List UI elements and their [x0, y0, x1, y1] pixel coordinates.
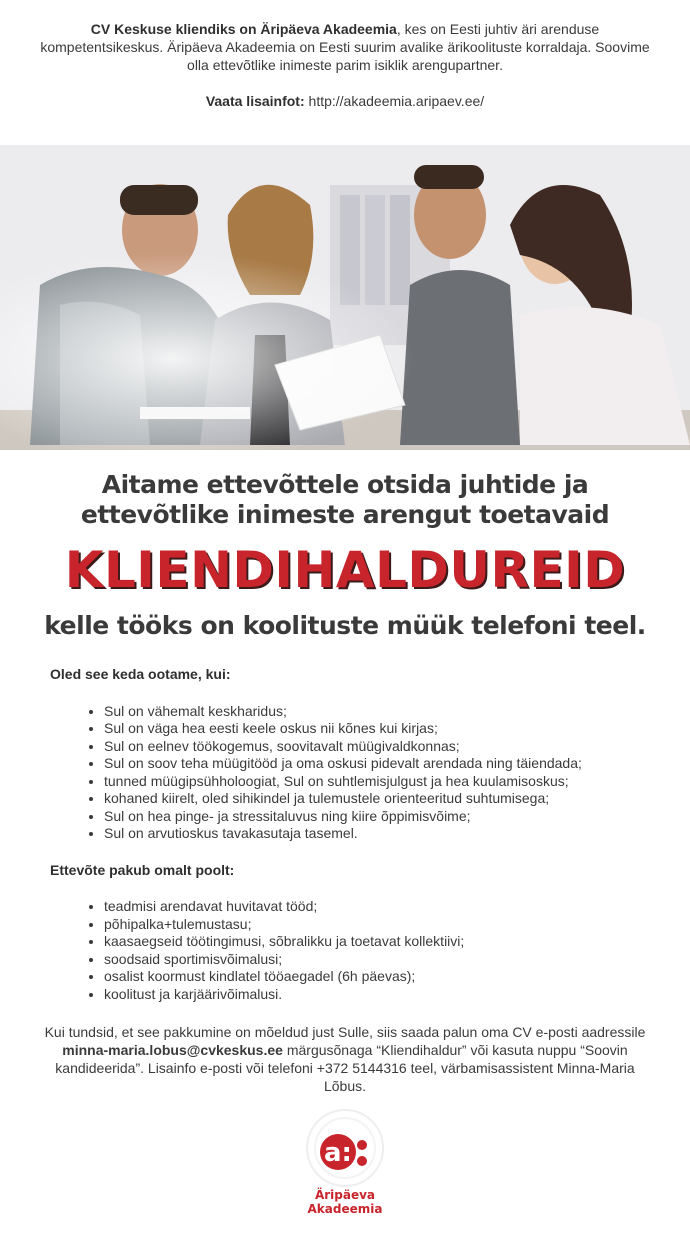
list-item: • Sul on eelnev töökogemus, soovitavalt müügivaldkonnas; — [104, 738, 650, 756]
headline-line-1: Aitame ettevõttele otsida juhtide ja — [101, 470, 589, 499]
contact-email[interactable]: minna-maria.lobus@cvkeskus.ee — [62, 1042, 283, 1058]
list-item: • koolitust ja karjäärivõimalusi. — [104, 986, 650, 1004]
requirements-list — [50, 703, 650, 843]
list-item: • teadmisi arendavat huvitavat tööd; — [104, 898, 650, 916]
position-title: KLIENDIHALDUREID — [64, 541, 626, 599]
list-item: • Sul on arvutioskus tavakasutaja tasemel. — [104, 825, 650, 843]
intro-company: CV Keskuse kliendiks on Äripäeva Akadeemia — [90, 21, 397, 37]
more-info-label: Vaata lisainfot: — [205, 93, 305, 109]
logo-mark-icon — [300, 1108, 390, 1188]
logo-glyph: a: — [324, 1138, 352, 1168]
position-subtitle: kelle tööks on koolituste müük telefoni teel. — [44, 611, 646, 640]
logo-line-2: Akadeemia — [307, 1202, 383, 1216]
list-item: • põhipalka+tulemustasu; — [104, 916, 650, 934]
intro-block — [0, 0, 690, 110]
closing-part-2: märgusõnaga “Kliendihaldur” või kasuta nuppu “Soovin kandideerida”. Lisainfo e-posti või telefoni +372 5144316 teel, värbamisassistent Minna-Maria Lõbus. — [55, 1042, 635, 1094]
logo-text — [270, 1188, 420, 1216]
list-item: • tunned müügipsühholoogiat, Sul on suhtlemisjulgust ja hea kuulamisoskus; — [104, 773, 650, 791]
list-item: • kaasaegseid töötingimusi, sõbralikku ja toetavat kollektiivi; — [104, 933, 650, 951]
offer-list — [50, 898, 650, 1003]
team-photo-illustration — [0, 145, 690, 450]
logo-line-1: Äripäeva — [314, 1188, 376, 1202]
more-info-link[interactable]: http://akadeemia.aripaev.ee/ — [308, 93, 485, 109]
list-item: • Sul on vähemalt keskharidus; — [104, 703, 650, 721]
closing-part-1: Kui tundsid, et see pakkumine on mõeldud just Sulle, siis saada palun oma CV e-posti aadressile — [44, 1024, 646, 1040]
intro-text — [40, 20, 650, 74]
more-info — [40, 92, 650, 110]
list-item: • kohaned kiirelt, oled sihikindel ja tulemustele orienteeritud suhtumisega; — [104, 790, 650, 808]
list-item: • soodsaid sportimisvõimalusi; — [104, 951, 650, 969]
offer-title: Ettevõte pakub omalt poolt: — [50, 861, 235, 878]
team-photo — [0, 145, 690, 450]
intro-description: , kes on Eesti juhtiv äri arenduse kompetentsikeskus. Äripäeva Akadeemia on Eesti suurim avalike ärikoolituste korraldaja. Soovime olla ettevõtlike inimeste parim isiklik arengupartner. — [40, 21, 650, 73]
list-item: • Sul on väga hea eesti keele oskus nii kõnes kui kirjas; — [104, 720, 650, 738]
closing-text — [40, 1023, 650, 1095]
list-item: • osalist koormust kindlatel tööaegadel (6h päevas); — [104, 968, 650, 986]
job-details — [50, 666, 650, 1022]
list-item: • Sul on hea pinge- ja stressitaluvus ning kiire õppimisvõime; — [104, 808, 650, 826]
requirements-title: Oled see keda ootame, kui: — [50, 666, 231, 682]
headline-line-2: ettevõtlike inimeste arengut toetavaid — [80, 500, 610, 529]
list-item: • Sul on soov teha müügitööd ja oma oskusi pidevalt arendada ning täiendada; — [104, 755, 650, 773]
headline — [0, 470, 690, 530]
